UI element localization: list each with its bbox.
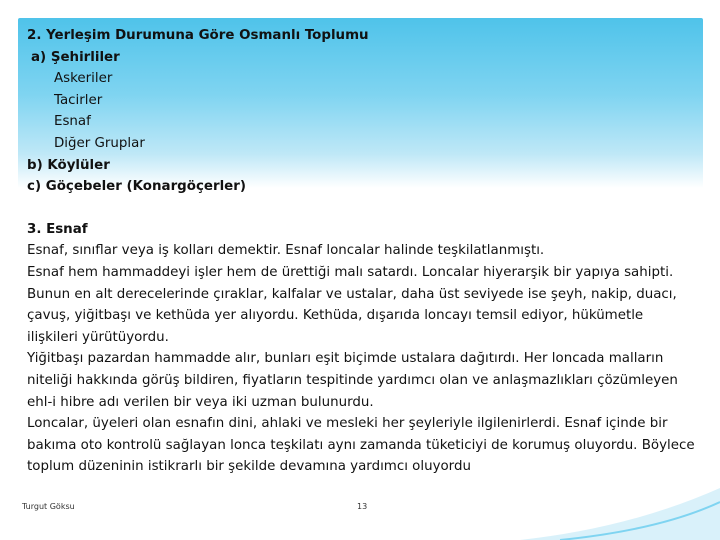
footer-author: Turgut Göksu: [22, 502, 75, 511]
esnaf-heading: 3. Esnaf: [27, 221, 88, 237]
city-group-item: Esnaf: [54, 114, 91, 130]
page-number: 13: [357, 502, 368, 511]
city-heading: a) Şehirliler: [31, 49, 120, 65]
city-group-item: Askeriler: [54, 71, 113, 87]
spacer: [27, 198, 697, 219]
city-group-item: Diğer Gruplar: [54, 135, 145, 151]
slide-content: [27, 25, 697, 478]
decorative-swoosh: [520, 480, 720, 540]
nomads-heading: c) Göçebeler (Konargöçerler): [27, 179, 246, 195]
section-heading: 2. Yerleşim Durumuna Göre Osmanlı Toplumu: [27, 28, 369, 43]
paragraph: Yiğitbaşı pazardan hammadde alır, bunları eşit biçimde ustalara dağıtırdı. Her loncada malların niteliği hakkında görüş bildiren, fiyatların tespitinde yardımcı olan ve anlaşmazlıkları çözümleyen ehl-i hibre adı verilen bir veya iki uzman bulunurdu.: [27, 351, 678, 410]
city-group-item: Tacirler: [54, 92, 103, 108]
paragraph: Esnaf, sınıflar veya iş kolları demektir. Esnaf loncalar halinde teşkilatlanmıştı.: [27, 243, 545, 259]
paragraph: Esnaf hem hammaddeyi işler hem de ürettiği malı satardı. Loncalar hiyerarşik bir yapıya sahipti. Bunun en alt derecelerinde çıraklar, kalfalar ve ustalar, daha üst seviyede ise şeyh, nakip, duacı, çavuş, yiğitbaşı ve kethüda yer alıyordu. Kethüda, dışarıda loncayı temsil ediyor, hükümetle ilişkileri yürütüyordu.: [27, 264, 677, 345]
villagers-heading: b) Köylüler: [27, 157, 110, 173]
paragraph: Loncalar, üyeleri olan esnafın dini, ahlaki ve mesleki her şeyleriyle ilgilenirlerdi. Esnaf içinde bir bakıma oto kontrolü sağlayan lonca teşkilatı aynı zamanda tüketiciyi de korumuş oluyordu. Böylece toplum düzeninin istikrarlı bir şekilde devamına yardımcı oluyordu: [27, 416, 695, 475]
